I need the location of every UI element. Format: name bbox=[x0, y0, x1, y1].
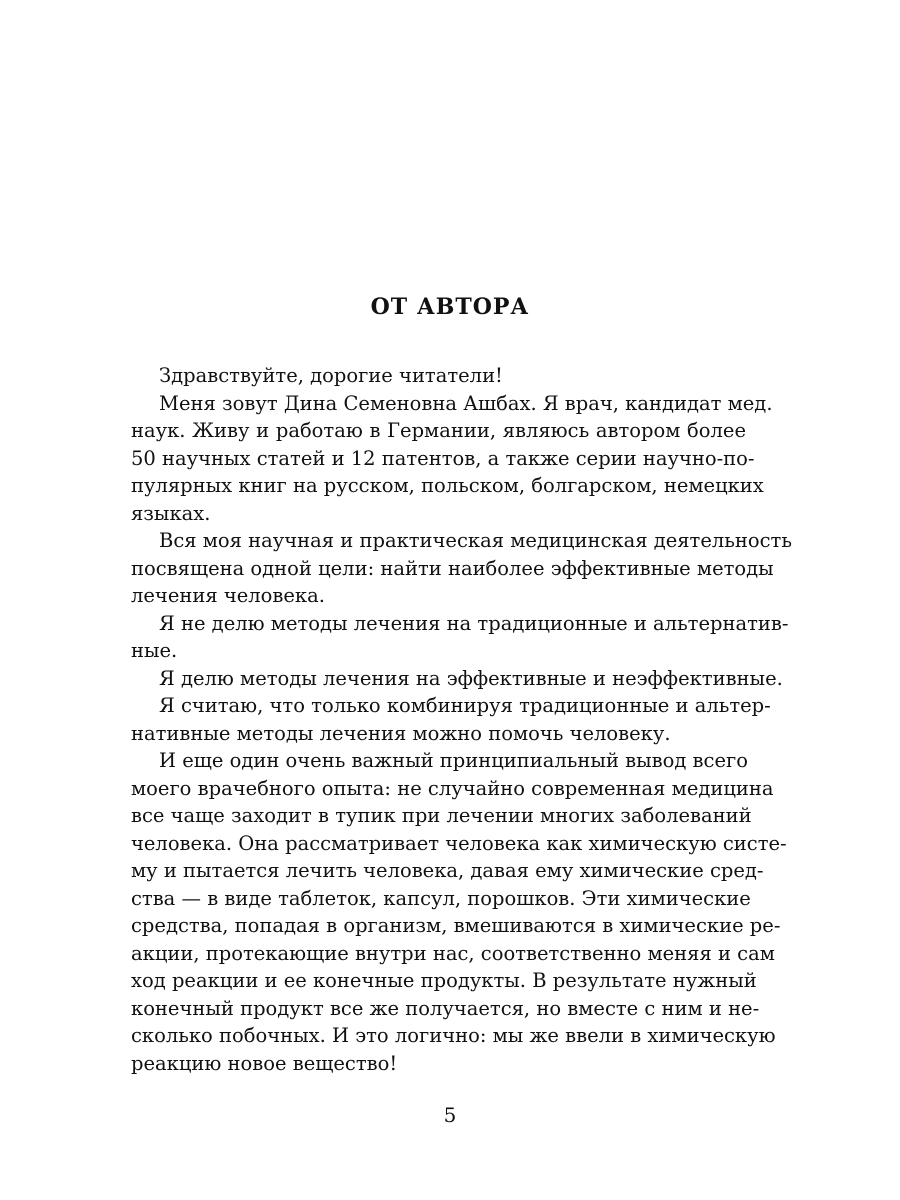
text-line: И еще один очень важный принципиальный вывод всего bbox=[159, 749, 748, 772]
text-line: 50 научных статей и 12 патентов, а также серии научно-по- bbox=[131, 446, 755, 470]
body-text bbox=[131, 362, 792, 1077]
text-line: Я не делю методы лечения на традиционные и альтернатив- bbox=[159, 611, 789, 635]
text-line: ход реакции и ее конечные продукты. В результате нужный bbox=[131, 969, 757, 992]
text-line: ства — в виде таблеток, капсул, порошков. Эти химические bbox=[131, 886, 751, 910]
text-line: сколько побочных. И это логично: мы же ввели в химическую bbox=[131, 1024, 776, 1047]
text-line: наук. Живу и работаю в Германии, являюсь автором более bbox=[131, 419, 746, 442]
text-line: человека. Она рассматривает человека как химическую систе- bbox=[131, 831, 787, 855]
text-line: Здравствуйте, дорогие читатели! bbox=[159, 364, 503, 387]
text-line: пулярных книг на русском, польском, болгарском, немецких bbox=[131, 474, 764, 497]
text-line: Я считаю, что только комбинируя традиционные и альтер- bbox=[159, 694, 771, 717]
text-line: ные. bbox=[131, 639, 178, 662]
text-line: все чаще заходит в тупик при лечении многих заболеваний bbox=[131, 804, 752, 827]
text-line: акции, протекающие внутри нас, соответственно меняя и сам bbox=[131, 941, 775, 965]
chapter-heading: ОТ АВТОРА bbox=[370, 294, 530, 320]
text-line: конечный продукт все же получается, но вместе с ним и не- bbox=[131, 996, 760, 1020]
text-line: языках. bbox=[131, 501, 211, 525]
text-line: Я делю методы лечения на эффективные и неэффективные. bbox=[159, 666, 783, 690]
text-line: средства, попадая в организм, вмешиваются в химические ре- bbox=[131, 914, 781, 937]
page-number: 5 bbox=[443, 1103, 457, 1127]
text-line: моего врачебного опыта: не случайно современная медицина bbox=[131, 776, 774, 800]
text-line: посвящена одной цели: найти наиболее эффективные методы bbox=[131, 556, 774, 580]
text-line: реакцию новое вещество! bbox=[131, 1051, 398, 1075]
text-line: нативные методы лечения можно помочь человеку. bbox=[131, 721, 671, 745]
text-line: му и пытается лечить человека, давая ему химические сред- bbox=[131, 859, 764, 882]
text-line: лечения человека. bbox=[131, 584, 325, 607]
text-line: Вся моя научная и практическая медицинская деятельность bbox=[159, 529, 792, 552]
text-line: Меня зовут Дина Семеновна Ашбах. Я врач, кандидат мед. bbox=[159, 391, 773, 415]
